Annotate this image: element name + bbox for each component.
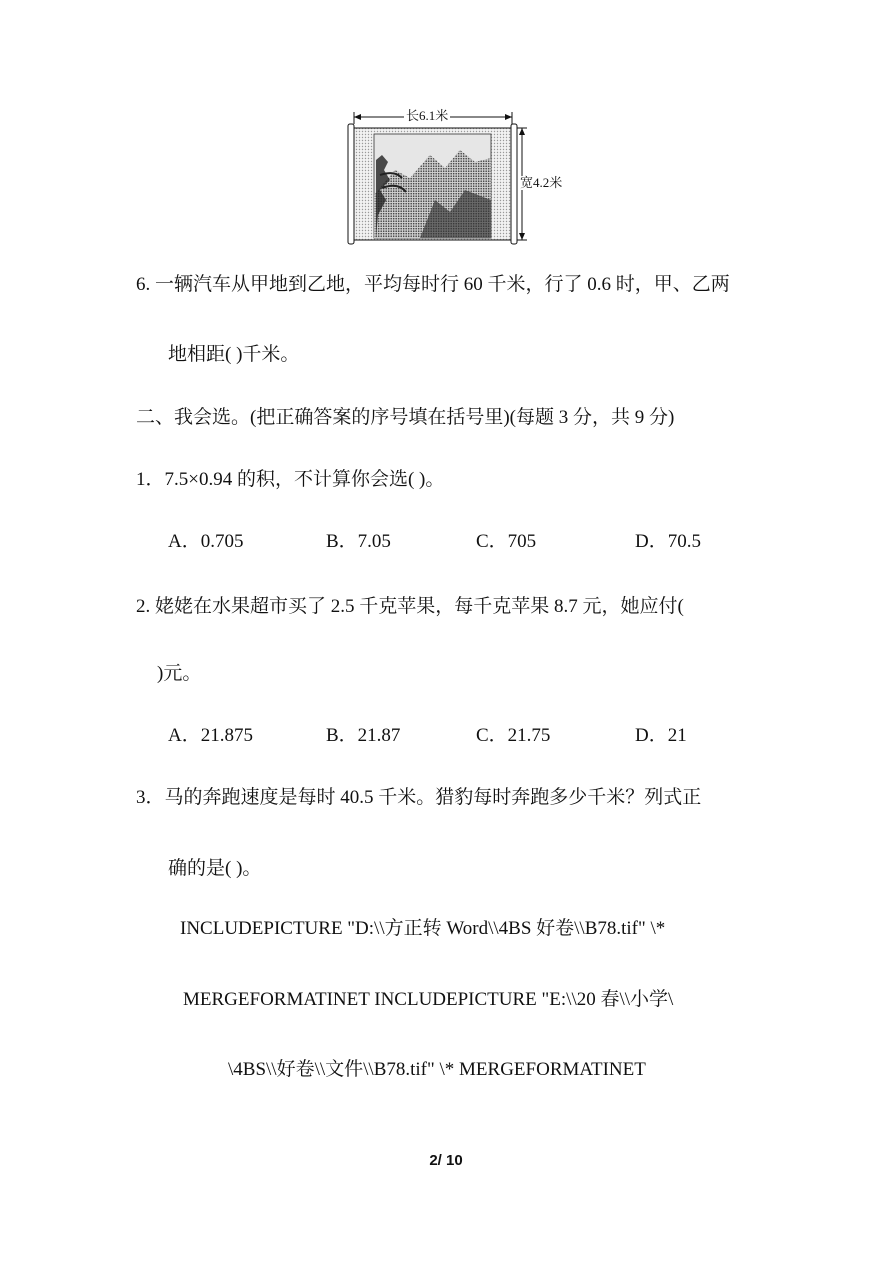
choice-q2-option-a: A．21.875 xyxy=(168,725,253,746)
field-code-line-3: \4BS\\好卷\\文件\\B78.tif" \* MERGEFORMATINET xyxy=(228,1059,646,1080)
q6-line-1: 6. 一辆汽车从甲地到乙地，平均每时行 60 千米，行了 0.6 时，甲、乙两 xyxy=(136,274,730,295)
choice-q2-line-2: )元。 xyxy=(157,663,202,684)
choice-q1-option-c: C．705 xyxy=(476,531,537,552)
choice-q3-line-1: 3．马的奔跑速度是每时 40.5 千米。猎豹每时奔跑多少千米？列式正 xyxy=(136,787,702,808)
choice-q2-option-c: C．21.75 xyxy=(476,725,551,746)
page-number: 2/ 10 xyxy=(429,1152,463,1169)
choice-q1-option-b: B．7.05 xyxy=(326,531,391,552)
section-heading: 二、我会选。(把正确答案的序号填在括号里)(每题 3 分，共 9 分) xyxy=(136,407,675,428)
width-label: 宽4.2米 xyxy=(520,175,563,190)
choice-q2-line-1: 2. 姥姥在水果超市买了 2.5 千克苹果，每千克苹果 8.7 元，她应付( xyxy=(136,596,684,617)
length-label: 长6.1米 xyxy=(406,108,449,123)
choice-q1-option-a: A．0.705 xyxy=(168,531,244,552)
q6-line-2: 地相距( )千米。 xyxy=(168,344,300,365)
choice-q1-stem: 1．7.5×0.94 的积，不计算你会选( )。 xyxy=(136,469,445,490)
choice-q1-option-d: D．70.5 xyxy=(635,531,701,552)
field-code-line-2: MERGEFORMATINET INCLUDEPICTURE "E:\\20 春\\小学\ xyxy=(183,989,674,1010)
scroll-painting-figure xyxy=(340,100,580,250)
field-code-line-1: INCLUDEPICTURE "D:\\方正转 Word\\4BS 好卷\\B78.tif" \* xyxy=(180,918,666,939)
choice-q2-option-b: B．21.87 xyxy=(326,725,401,746)
choice-q3-line-2: 确的是( )。 xyxy=(168,858,262,879)
choice-q2-option-d: D．21 xyxy=(635,725,687,746)
